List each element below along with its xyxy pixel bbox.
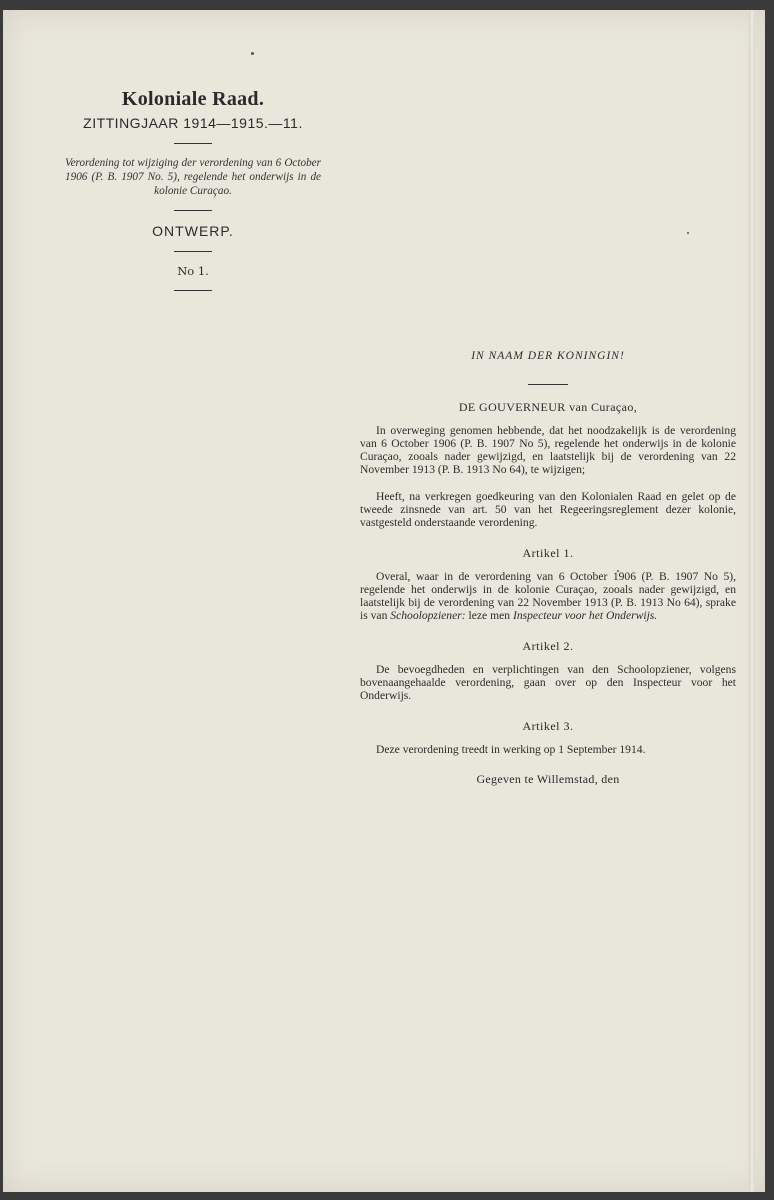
divider (174, 290, 212, 291)
document-number: No 1. (177, 264, 209, 278)
divider (528, 384, 568, 385)
decree-body (360, 350, 736, 787)
article-3-text: Deze verordening treedt in werking op 1 September 1914. (376, 743, 646, 756)
term-schoolopziener: Schoolopziener: (390, 609, 466, 622)
term-inspecteur: Inspecteur voor het Onderwijs. (512, 609, 658, 622)
governor-line: DE GOUVERNEUR van Curaçao, (458, 400, 638, 414)
divider (174, 143, 212, 144)
given-at-line: Gegeven te Willemstad, den (476, 772, 620, 786)
session-line: ZITTINGJAAR 1914—1915.—11. (83, 115, 303, 131)
article-1-text-b: leze men (465, 609, 513, 622)
subject-text: Verordening tot wijziging der verordening van 6 October 1906 (P. B. 1907 No. 5), regelende het onderwijs in de kolonie Curaçao. (65, 157, 321, 197)
article-3-heading: Artikel 3. (522, 719, 574, 733)
page-fold (749, 10, 755, 1192)
divider (174, 210, 212, 211)
preamble-considering: In overweging genomen hebbende, dat het noodzakelijk is de verordening van 6 October 1906 (P. B. 1907 No 5), regelende het onderwijs in de kolonie Curaçao, zooals nader gewijzigd, en laatstelijk bij de verordening van 22 November 1913 (P. B. 1913 No 64), te wijzigen; (360, 424, 736, 476)
speck (251, 52, 254, 55)
preamble-enacting: Heeft, na verkregen goedkeuring van den Kolonialen Raad en gelet op de tweede zinsnede van art. 50 van het Regeeringsreglement dezer kolonie, vastgesteld onderstaande verordening. (360, 490, 736, 529)
article-1-text (360, 570, 736, 622)
article-2-text: De bevoegdheden en verplichtingen van den Schoolopziener, volgens bovenaangehaalde verordening, gaan over op den Inspecteur voor het Onderwijs. (360, 663, 736, 702)
article-1-text-a: Overal, waar in de verordening van 6 October 1906 (P. B. 1907 No 5), regelende het onderwijs in de kolonie Curaçao, zooals nader gewijzigd, en laatstelijk bij de verordening van 22 November 1913 (P. B. 1913 No 64), sprake is van (360, 570, 736, 622)
article-2-heading: Artikel 2. (522, 639, 574, 653)
speck (687, 232, 689, 234)
council-title: Koloniale Raad. (121, 88, 265, 110)
header-block (63, 80, 323, 303)
draft-label: ONTWERP. (152, 223, 234, 239)
document-page (3, 10, 765, 1192)
invocation: IN NAAM DER KONINGIN! (471, 350, 625, 362)
divider (174, 251, 212, 252)
article-1-heading: Artikel 1. (522, 546, 574, 560)
